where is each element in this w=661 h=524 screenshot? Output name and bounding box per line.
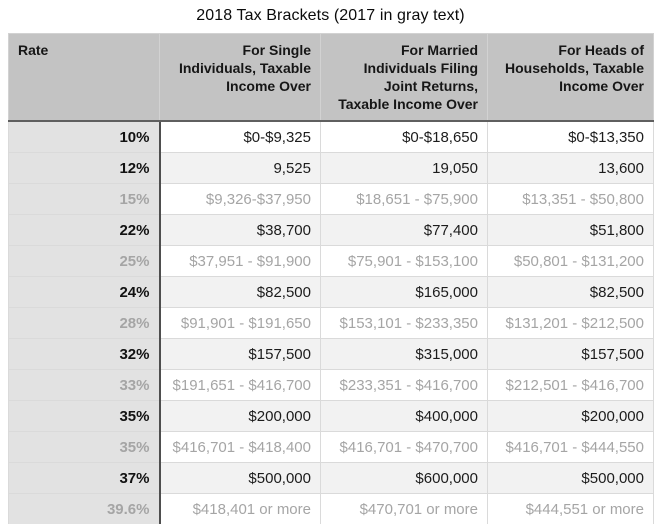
table-row-2018-10	[9, 121, 654, 153]
rate-cell: 12%	[9, 153, 160, 184]
table-body	[9, 121, 654, 524]
rate-cell: 24%	[9, 277, 160, 308]
value-cell: $315,000	[321, 339, 488, 370]
value-cell: $91,901 - $191,650	[160, 308, 321, 339]
value-cell: $157,500	[488, 339, 654, 370]
table-row-2017-35	[9, 432, 654, 463]
value-cell: $131,201 - $212,500	[488, 308, 654, 339]
table-row-2017-33	[9, 370, 654, 401]
value-cell: $191,651 - $416,700	[160, 370, 321, 401]
value-cell: $418,401 or more	[160, 494, 321, 524]
table-row-2017-39.6	[9, 494, 654, 524]
rate-cell: 25%	[9, 246, 160, 277]
rate-cell: 39.6%	[9, 494, 160, 524]
page-title: 2018 Tax Brackets (2017 in gray text)	[196, 7, 465, 24]
rate-cell: 32%	[9, 339, 160, 370]
value-cell: $0-$13,350	[488, 121, 654, 153]
rate-cell: 15%	[9, 184, 160, 215]
rate-cell: 35%	[9, 401, 160, 432]
value-cell: $13,351 - $50,800	[488, 184, 654, 215]
header-row	[9, 34, 654, 122]
value-cell: $153,101 - $233,350	[321, 308, 488, 339]
table-row-2018-22	[9, 215, 654, 246]
value-cell: $77,400	[321, 215, 488, 246]
value-cell: 19,050	[321, 153, 488, 184]
value-cell: $233,351 - $416,700	[321, 370, 488, 401]
value-cell: $470,701 or more	[321, 494, 488, 524]
rate-cell: 22%	[9, 215, 160, 246]
value-cell: $50,801 - $131,200	[488, 246, 654, 277]
value-cell: $600,000	[321, 463, 488, 494]
value-cell: $416,701 - $444,550	[488, 432, 654, 463]
table-row-2018-35	[9, 401, 654, 432]
value-cell: $9,326-$37,950	[160, 184, 321, 215]
value-cell: $38,700	[160, 215, 321, 246]
value-cell: $416,701 - $470,700	[321, 432, 488, 463]
rate-cell: 37%	[9, 463, 160, 494]
value-cell: $18,651 - $75,900	[321, 184, 488, 215]
value-cell: $0-$9,325	[160, 121, 321, 153]
value-cell: $165,000	[321, 277, 488, 308]
value-cell: $444,551 or more	[488, 494, 654, 524]
value-cell: 13,600	[488, 153, 654, 184]
rate-cell: 10%	[9, 121, 160, 153]
value-cell: $416,701 - $418,400	[160, 432, 321, 463]
value-cell: $37,951 - $91,900	[160, 246, 321, 277]
table-row-2018-32	[9, 339, 654, 370]
value-cell: $75,901 - $153,100	[321, 246, 488, 277]
value-cell: $500,000	[488, 463, 654, 494]
table-row-2017-15	[9, 184, 654, 215]
table-row-2018-37	[9, 463, 654, 494]
column-header-married: For Married Individuals Filing Joint Returns, Taxable Income Over	[321, 34, 488, 122]
value-cell: $500,000	[160, 463, 321, 494]
value-cell: $212,501 - $416,700	[488, 370, 654, 401]
rate-cell: 33%	[9, 370, 160, 401]
table-row-2018-12	[9, 153, 654, 184]
value-cell: $200,000	[488, 401, 654, 432]
value-cell: $157,500	[160, 339, 321, 370]
table-row-2017-28	[9, 308, 654, 339]
rate-cell: 35%	[9, 432, 160, 463]
column-header-heads-of-household: For Heads of Households, Taxable Income Over	[488, 34, 654, 122]
tax-brackets-table	[8, 33, 654, 524]
value-cell: $0-$18,650	[321, 121, 488, 153]
value-cell: $400,000	[321, 401, 488, 432]
table-row-2018-24	[9, 277, 654, 308]
value-cell: $51,800	[488, 215, 654, 246]
column-header-single: For Single Individuals, Taxable Income Over	[160, 34, 321, 122]
value-cell: $82,500	[160, 277, 321, 308]
table-row-2017-25	[9, 246, 654, 277]
column-header-rate: Rate	[9, 34, 160, 122]
value-cell: $200,000	[160, 401, 321, 432]
value-cell: 9,525	[160, 153, 321, 184]
value-cell: $82,500	[488, 277, 654, 308]
rate-cell: 28%	[9, 308, 160, 339]
